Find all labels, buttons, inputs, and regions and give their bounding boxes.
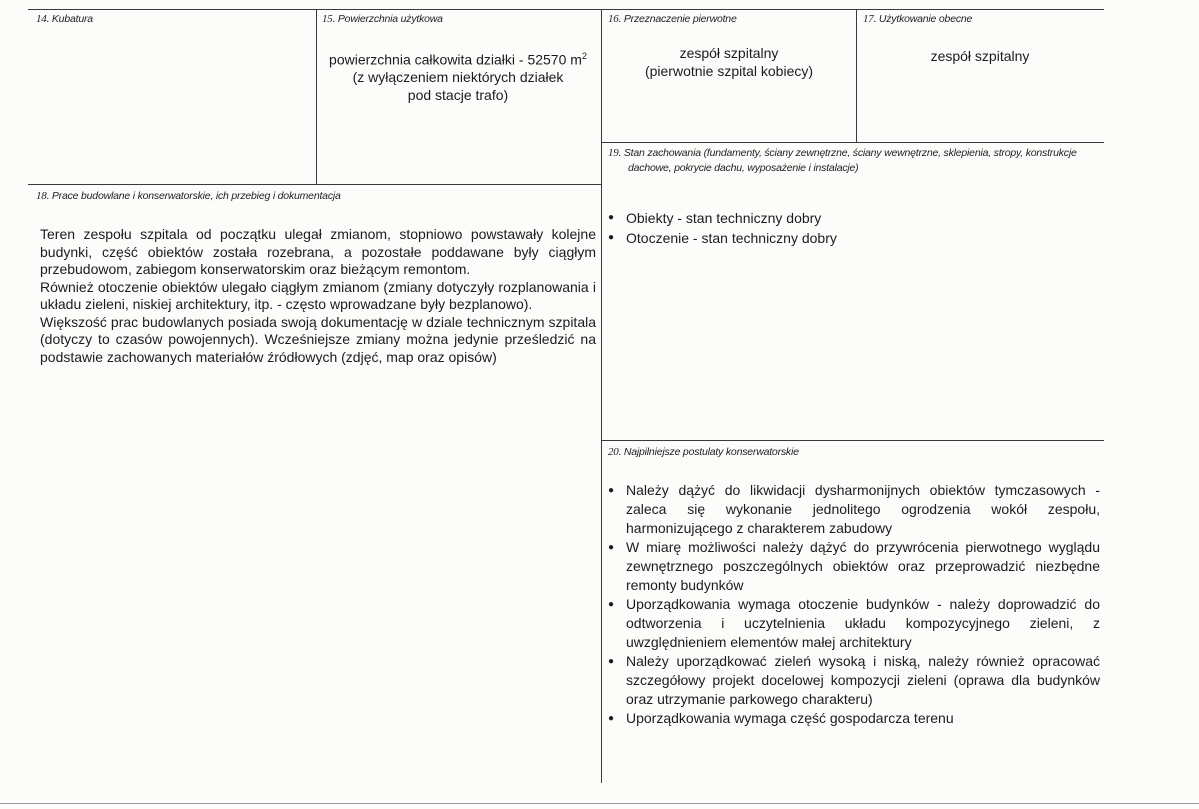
section-20-list [604, 481, 1100, 728]
list-item: ● Należy dążyć do likwidacji dysharmonijnych obiektów tymczasowych - zaleca się wykonanie jednolitego ogrodzenia wokół zespołu, harmonizującego z charakterem zabudowy [608, 482, 1100, 536]
section-15-line2: (z wyłączeniem niektórych działek [352, 69, 564, 86]
bullet-icon: ● [608, 232, 615, 243]
section-18-number: 18. [36, 190, 50, 202]
section-15-line3: pod stacje trafo) [407, 86, 509, 103]
section-15-title: Powierzchnia użytkowa [337, 13, 443, 25]
list-item: ● Obiekty - stan techniczny dobry [608, 210, 822, 226]
section-18-label [36, 190, 341, 202]
section-16-title: Przeznaczenie pierwotne [623, 13, 737, 25]
bullet-icon: ● [608, 656, 615, 667]
bullet-icon: ● [608, 599, 615, 610]
section-19-title-line2: dachowe, pokrycie dachu, wyposażenie i instalacje) [628, 162, 859, 174]
bullet-icon: ● [608, 542, 615, 553]
bottom-border [0, 803, 1199, 804]
section-14-number: 14. [36, 13, 50, 25]
section-18-paragraph-3: Większość prac budowlanych posiada swoją dokumentację w dziale technicznym szpitala (dotyczy to czasów powojennych). Wcześniejsze zmiany można jedynie prześledzić na podstawie zachowanych materiałów źródłowych (zdjęć, map oraz opisów) [40, 313, 596, 365]
section-18-title: Prace budowlane i konserwatorskie, ich przebieg i dokumentacja [51, 190, 341, 202]
section-18-paragraph-2: Również otoczenie obiektów ulegało ciągłym zmianom (zmiany dotyczyły rozplanowania i układu zieleni, niskiej architektury, itp. - często wprowadzane były bezplanowo). [40, 278, 596, 312]
bullet-icon: ● [608, 485, 615, 496]
section-16-line2: (pierwotnie szpital kobiecy) [644, 62, 814, 79]
border-above-19 [601, 142, 1104, 143]
top-border [28, 9, 1104, 10]
list-item: ● Otoczenie - stan techniczny dobry [608, 230, 837, 246]
section-20-label [608, 446, 799, 458]
section-16-number: 16. [608, 13, 622, 25]
section-17-content [860, 48, 1100, 66]
section-18-paragraph-1: Teren zespołu szpitala od początku ulegał zmianom, stopniowo powstawały kolejne budynki, część obiektów została rozebrana, a pozostałe poddawane były ciągłym przebudowom, zabiegom konserwatorskim oraz bieżącym remontom. [40, 226, 596, 277]
list-item: ● Uporządkowania wymaga otoczenie budynków - należy doprowadzić do odtworzenia i uczytelnienia układu kompozycyjnego zieleni, z uwzględnieniem elementów małej architektury [608, 596, 1100, 650]
list-item: ● W miarę możliwości należy dążyć do przywrócenia pierwotnego wyglądu zewnętrznego poszczególnych obiektów oraz przeprowadzić niezbędne remonty budynków [608, 539, 1100, 593]
section-19-number: 19. [608, 147, 622, 159]
section-15-number: 15. [322, 13, 336, 25]
section-19-list [604, 208, 1094, 248]
border-above-20 [601, 440, 1104, 441]
section-20-number: 20. [608, 446, 622, 458]
section-16-label [608, 13, 737, 25]
section-17-label [863, 13, 972, 25]
bullet-icon: ● [608, 212, 615, 223]
section-16-content [605, 45, 853, 80]
section-15-content [322, 48, 594, 104]
section-19-label [608, 146, 1102, 176]
section-17-line1: zespół szpitalny [930, 48, 1030, 64]
section-20-title: Najpilniejsze postulaty konserwatorskie [623, 446, 799, 458]
section-15-line1: powierzchnia całkowita działki - 52570 $m^2$ [329, 51, 587, 68]
section-14-label [36, 13, 93, 25]
divider-main [601, 9, 602, 783]
divider-16-17 [856, 9, 857, 142]
bullet-icon: ● [608, 713, 615, 724]
list-item: ● Uporządkowania wymaga część gospodarcza terenu [608, 710, 954, 726]
list-item: ● Należy uporządkować zieleń wysoką i niską, należy również opracować szczegółowy projekt docelowej kompozycji zieleni (oprawa dla budynków oraz utrzymanie parkowego charakteru) [608, 653, 1100, 707]
section-14-title: Kubatura [51, 13, 93, 25]
divider-14-15 [316, 9, 317, 184]
section-17-title: Użytkowanie obecne [878, 13, 973, 25]
section-15-label [322, 13, 443, 25]
section-18-content [40, 226, 596, 366]
section-17-number: 17. [863, 13, 877, 25]
border-above-18 [28, 184, 601, 185]
section-19-title-line1: Stan zachowania (fundamenty, ściany zewnętrzne, ściany wewnętrzne, sklepienia, stropy, konstrukcje [623, 147, 1077, 159]
section-16-line1: zespół szpitalny [679, 45, 779, 61]
